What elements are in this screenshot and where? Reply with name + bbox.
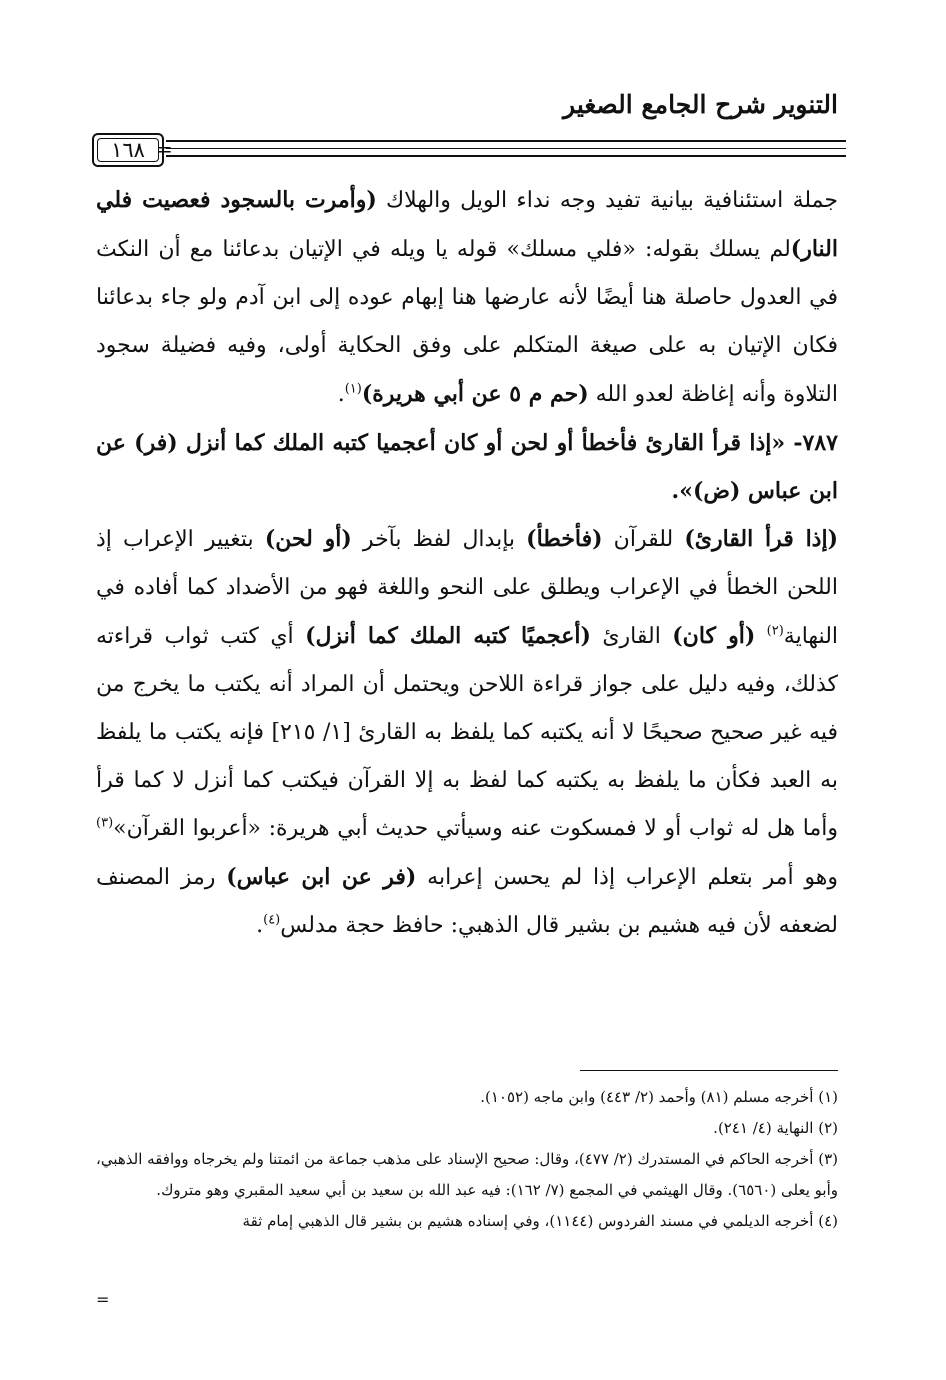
footnote-continue-mark: = [96,1290,110,1309]
text-span: . [671,478,680,504]
main-text [96,176,838,950]
bold-quote: (أو كان) [672,623,756,649]
bold-quote: (وأمرت بالسجود فعصيت فلي النار) [96,187,838,262]
header-rule-top [166,140,846,142]
footnote-separator [580,1070,838,1071]
footnotes [96,1082,838,1237]
bold-quote: (فأخطأ) [526,526,603,552]
bold-quote: (أو لحن) [264,526,352,552]
text-span: بتغيير الإعراب إذ اللحن الخطأ في الإعراب ويطلق على النحو واللغة فهو من الأضداد كما أفاده في النهاية [96,527,839,649]
text-span: . [256,913,264,938]
text-span: لم يسلك بقوله: «فلي مسلك» قوله يا ويله في الإتيان بدعائنا مع أن النكث في العدول حاصلة هنا أيضًا لأنه عارضها هنا إبهام عوده إلى ابن آدم ولو جاء بدعائنا فكان الإتيان به على صيغة المتكلم على وفق الحكاية أولى، وفيه فضيلة سجود التلاوة وأنه إغاظة لعدو الله [96,237,838,407]
footnote-3: (٣) أخرجه الحاكم في المستدرك (٢/ ٤٧٧)، وقال: صحيح الإسناد على مذهب جماعة من ائمتنا ولم يخرجاه ووافقه الذهبي، وأبو يعلى (٦٥٦٠). وقال الهيثمي في المجمع (٧/ ١٦٢): فيه عبد الله بن سعيد بن أبي سعيد المقبري وهو متروك. [96,1150,838,1199]
header-rule-middle [166,148,846,149]
page-number-mark: = [156,137,173,161]
hadith-entry-787 [96,419,838,515]
text-span: القارئ [590,624,673,649]
text-span [755,624,766,649]
bold-quote: (أعجميًا كتبه الملك كما أنزل) [305,623,591,649]
footnote-ref: (١) [344,381,362,397]
footnote-ref: (٢) [766,623,784,639]
hadith-number: ٧٨٧- [785,430,838,456]
footnote-4: (٤) أخرجه الديلمي في مسند الفردوس (١١٤٤)، وفي إسناده هشيم بن بشير قال الذهبي إمام ثقة [242,1212,838,1230]
running-header-title: التنوير شرح الجامع الصغير [563,90,838,119]
header-rule-bottom [166,155,846,157]
footnote-2: (٢) النهاية (٤/ ٢٤١). [713,1119,838,1137]
text-span: وهو أمر بتعلم الإعراب إذا لم يحسن إعرابه [416,865,839,890]
text-span: أي كتب ثواب قراءته كذلك، وفيه دليل على جواز قراءة اللاحن ويحتمل أن المراد أنه يكتب ما يخرج من فيه غير صحيح صحيحًا لا أنه يكتبه كما يلفظ به القارئ [١/ ٢١٥] فإنه يكتب ما يلفظ به العبد فكأن ما يلفظ به يكتبه كما لفظ به إلا القرآن فيكتب كما أنزل لا كما قرأ وأما هل له ثواب أو لا فمسكوت عنه وسيأتي حديث أبي هريرة: «أعربوا القرآن» [96,624,838,841]
paragraph-commentary-1 [96,176,838,419]
bold-citation: (فر عن ابن عباس) [226,864,417,890]
paragraph-commentary-2 [96,515,838,950]
text-span: للقرآن [602,527,685,552]
bold-quote: (إذا قرأ القارئ) [684,526,838,552]
footnote-ref: (٤) [263,912,281,928]
text-span: بإبدال لفظ بآخر [351,527,527,552]
footnote-1: (١) أخرجه مسلم (٨١) وأحمد (٢/ ٤٤٣) وابن ماجه (١٠٥٢). [480,1088,838,1106]
text-span: . [337,382,345,407]
page-number: ١٦٨ [92,133,164,167]
text-span: رمز المصنف لضعفه لأن فيه هشيم بن بشير قال الذهبي: حافظ حجة مدلس [96,865,838,938]
hadith-text: «إذا قرأ القارئ فأخطأ أو لحن أو كان أعجميا كتبه الملك كما أنزل (فر) عن ابن عباس (ض)» [96,430,838,504]
footnote-ref: (٣) [96,815,114,831]
text-span: جملة استئنافية بيانية تفيد وجه نداء الويل والهلاك [376,188,838,213]
bold-citation: (حم م ٥ عن أبي هريرة) [361,381,589,407]
